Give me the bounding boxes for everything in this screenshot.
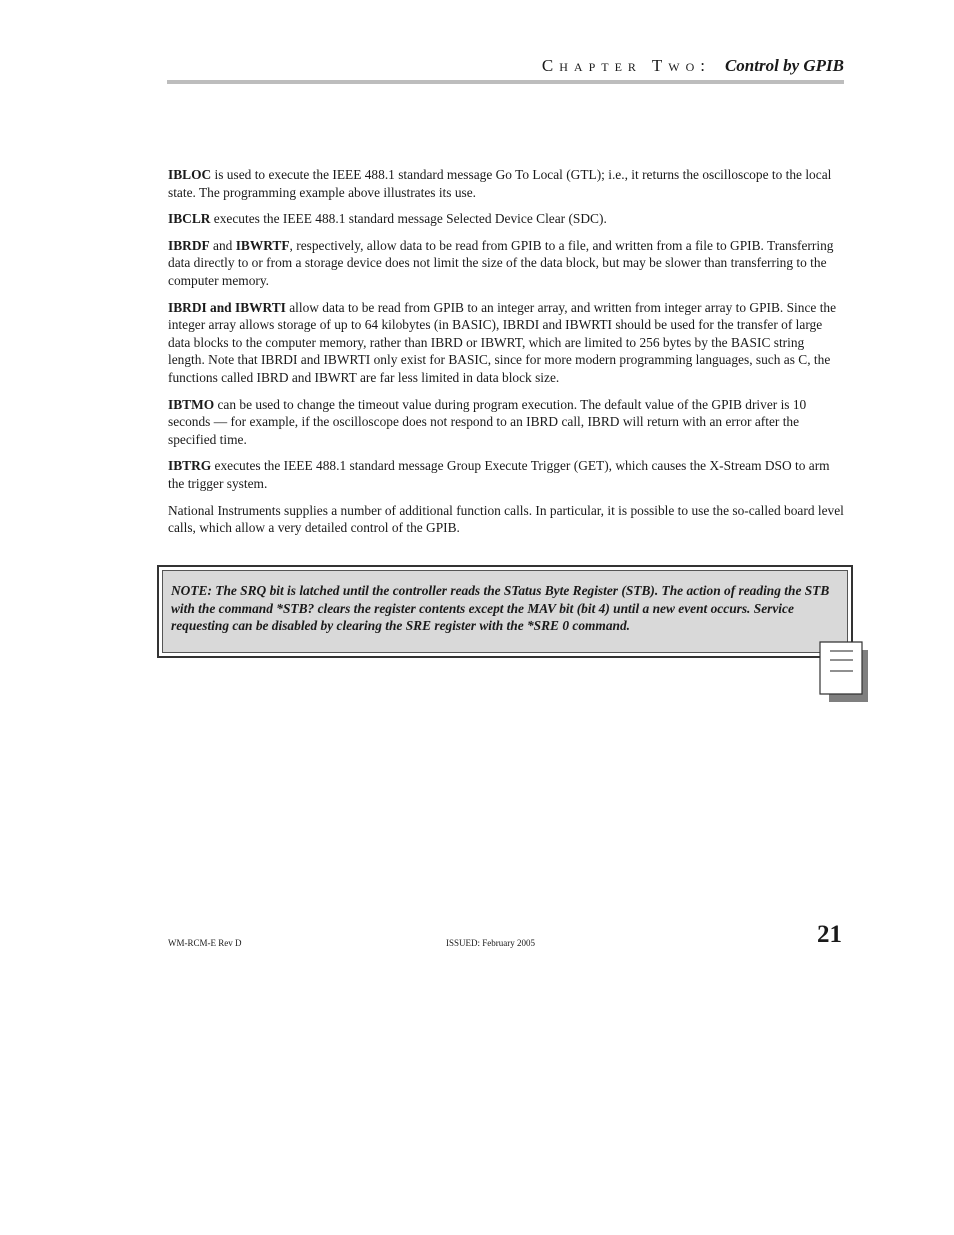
note-box [157,565,853,658]
paragraph-text: allow data to be read from GPIB to an integer array, and written from integer array to GPIB. Since the integer array allows storage of up to 64 kilobytes (in BASIC), IBRDI and IBWRTI should be used for the transfer of large data blocks to the computer memory, rather than IBRD or IBWRT, which are limited to 256 bytes by the BASIC string length. Note that IBRDI and IBWRTI only exist for BASIC, since for more modern programming languages, such as C, the functions called IBRD and IBWRT are far less limited in data block size. [168,299,837,385]
function-name: IBRDI and IBWRTI [168,299,286,315]
paragraph-text: and [209,237,236,253]
paragraph [168,166,844,201]
paragraph-text: executes the IEEE 488.1 standard message Group Execute Trigger (GET), which causes the X-Stream DSO to arm the trigger system. [168,458,830,491]
issued-date: ISSUED: February 2005 [446,938,535,948]
paragraph [168,237,844,290]
function-name: IBTRG [168,458,212,474]
note-page-icon [818,640,872,704]
note-text: NOTE: The SRQ bit is latched until the controller reads the STatus Byte Register (STB). The action of reading the STB with the command *STB? clears the register contents except the MAV bit (bit 4) until a new event occurs. Service requesting can be disabled by clearing the SRE register with the *SRE 0 command. [162,570,848,653]
paragraph-text: , respectively, allow data to be read from GPIB to a file, and written from a file to GPIB. Transferring data directly to or from a storage device does not limit the size of the data block, but may be slower than transferring to the computer memory. [168,237,834,288]
paragraph [168,457,844,492]
paragraph [168,502,844,537]
document-id: WM-RCM-E Rev D [168,938,242,948]
paragraph [168,299,844,387]
paragraph-text: National Instruments supplies a number of additional function calls. In particular, it is possible to use the so-called board level calls, which allow a very detailed control of the GPIB. [168,502,844,536]
paragraph [168,396,844,449]
page-number: 21 [817,921,842,948]
function-name: IBWRTF [235,237,290,253]
paragraph-text: is used to execute the IEEE 488.1 standard message Go To Local (GTL); i.e., it returns the oscilloscope to the local state. The programming example above illustrates its use. [168,167,832,200]
function-name: IBCLR [168,211,211,227]
function-name: IBRDF [168,237,210,253]
paragraph-text: can be used to change the timeout value during program execution. The default value of the GPIB driver is 10 seconds — for example, if the oscilloscope does not respond to an IBRD call, IBRD will return with an error after the specified time. [168,396,807,447]
chapter-label: Chapter Two: [541,56,711,75]
paragraph [168,210,844,228]
body-text [168,166,844,546]
paragraph-text: executes the IEEE 488.1 standard message Selected Device Clear (SDC). [210,211,607,227]
header-rule [167,80,844,84]
page-header [167,56,844,76]
function-name: IBTMO [168,396,215,412]
function-name: IBLOC [168,167,212,182]
chapter-title: Control by GPIB [724,56,844,75]
